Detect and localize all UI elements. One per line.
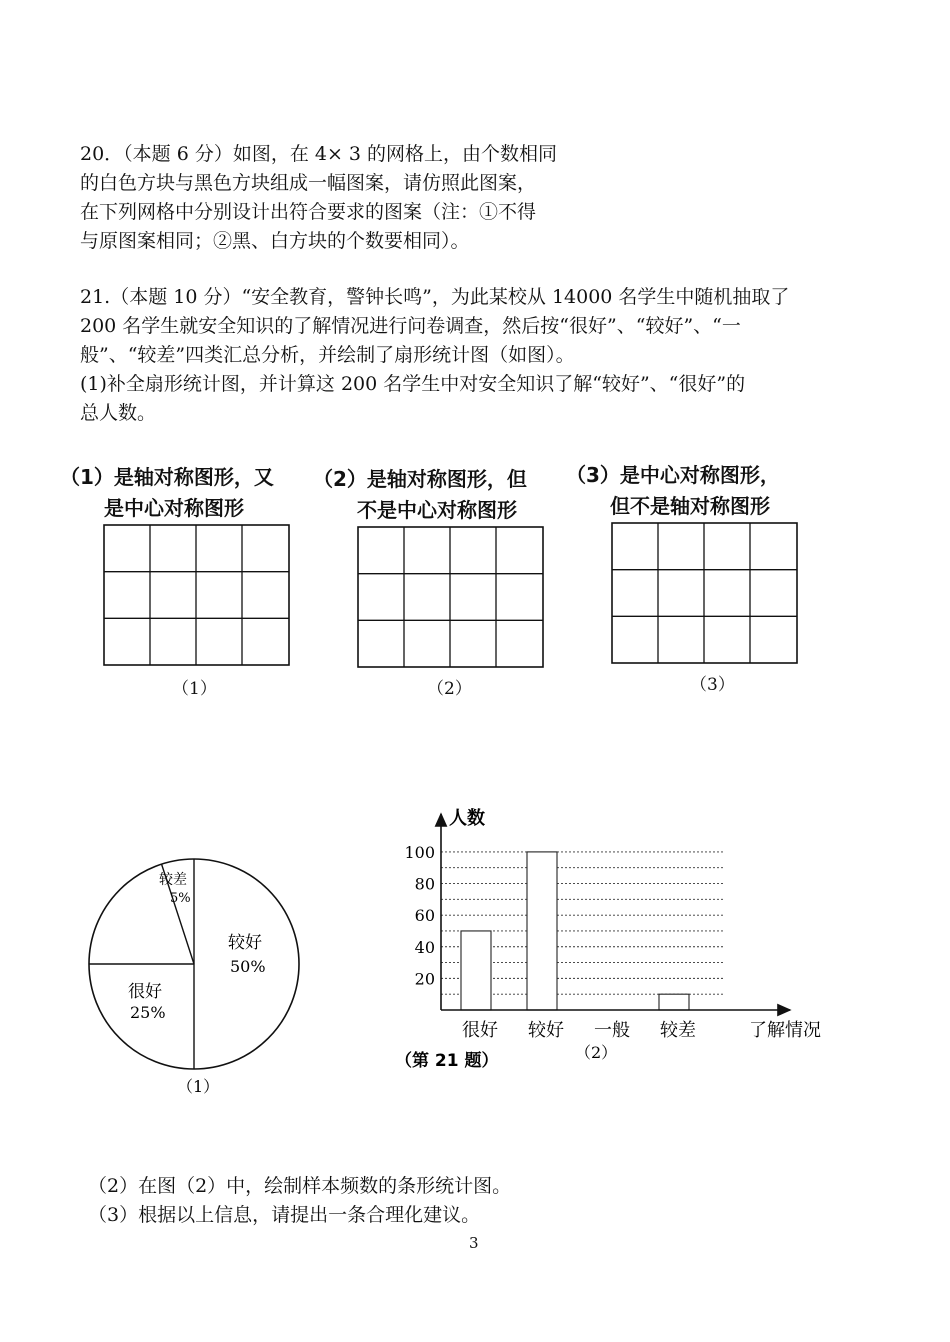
page-number: 3 bbox=[469, 1234, 479, 1252]
pie-pct-henhao: 25% bbox=[130, 1003, 166, 1022]
q20-line: 与原图案相同；②黑、白方块的个数要相同）。 bbox=[80, 230, 470, 252]
x-tick-label: 较差 bbox=[660, 1020, 696, 1041]
sub-question-2: （2）在图（2）中，绘制样本频数的条形统计图。 bbox=[88, 1175, 512, 1197]
grid-2-title bbox=[313, 464, 527, 526]
grid-1-title-line2: 是中心对称图形 bbox=[104, 496, 244, 520]
y-axis-title: 人数 bbox=[449, 808, 485, 829]
x-tick-label: 很好 bbox=[462, 1020, 498, 1041]
grid-1-label: （1） bbox=[172, 679, 217, 699]
question-21 bbox=[80, 283, 789, 428]
pie-label-jiaocha: 较差 bbox=[159, 872, 187, 888]
q21-line: 总人数。 bbox=[80, 402, 157, 424]
grid-1-title-line1: （1）是轴对称图形，又 bbox=[60, 465, 274, 489]
bar bbox=[659, 994, 689, 1010]
grid-3-label: （3） bbox=[690, 675, 735, 695]
grid-1-title bbox=[60, 462, 274, 524]
bar bbox=[527, 852, 557, 1010]
grid-3[interactable] bbox=[611, 522, 801, 666]
x-tick-label: 较好 bbox=[528, 1020, 564, 1041]
q21-line: 21.（本题 10 分）“安全教育，警钟长鸣”，为此某校从 14000 名学生中随机抽取了 bbox=[80, 286, 790, 308]
pie-sub-label: （1） bbox=[177, 1077, 220, 1096]
y-tick-label: 80 bbox=[414, 874, 435, 894]
chart-caption: （第 21 题） bbox=[395, 1051, 499, 1071]
y-tick-label: 20 bbox=[414, 969, 435, 989]
y-tick-label: 100 bbox=[404, 842, 435, 862]
grid-3-title-line1: （3）是中心对称图形， bbox=[566, 463, 780, 487]
grid-2-title-line1: （2）是轴对称图形，但 bbox=[313, 467, 527, 491]
pie-pct-jiaocha: 5% bbox=[170, 891, 191, 906]
q21-line: (1)补全扇形统计图，并计算这 200 名学生中对安全知识了解“较好”、“很好”的 bbox=[80, 373, 746, 395]
x-tick-label: 一般 bbox=[594, 1020, 630, 1041]
q20-line: 的白色方块与黑色方块组成一幅图案，请仿照此图案， bbox=[80, 172, 537, 194]
bar bbox=[461, 931, 491, 1010]
bar-chart bbox=[395, 800, 855, 1080]
y-tick-label: 60 bbox=[414, 906, 435, 926]
grid-2-label: （2） bbox=[427, 679, 472, 699]
q21-line: 200 名学生就安全知识的了解情况进行问卷调查，然后按“很好”、“较好”、“一 bbox=[80, 315, 741, 337]
pie-chart bbox=[80, 850, 320, 1100]
q20-line: 20．（本题 6 分）如图，在 4× 3 的网格上，由个数相同 bbox=[80, 143, 558, 165]
q21-line: 般”、“较差”四类汇总分析，并绘制了扇形统计图（如图）。 bbox=[80, 344, 575, 366]
chart-sub-label: （2） bbox=[575, 1043, 618, 1062]
question-20 bbox=[80, 140, 557, 256]
sub-questions bbox=[88, 1172, 511, 1230]
q20-line: 在下列网格中分别设计出符合要求的图案（注：①不得 bbox=[80, 201, 537, 223]
grid-2[interactable] bbox=[357, 526, 547, 670]
pie-label-henhao: 很好 bbox=[128, 982, 162, 1002]
sub-question-3: （3）根据以上信息，请提出一条合理化建议。 bbox=[88, 1204, 481, 1226]
grid-2-title-line2: 不是中心对称图形 bbox=[357, 498, 517, 522]
y-tick-label: 40 bbox=[414, 937, 435, 957]
pie-label-jiaohao: 较好 bbox=[228, 933, 262, 953]
pie-pct-jiaohao: 50% bbox=[230, 957, 266, 976]
grid-3-title-line2: 但不是轴对称图形 bbox=[610, 494, 770, 518]
grid-1[interactable] bbox=[103, 524, 293, 668]
x-axis-title: 了解情况 bbox=[749, 1020, 821, 1041]
grid-3-title bbox=[566, 460, 780, 522]
